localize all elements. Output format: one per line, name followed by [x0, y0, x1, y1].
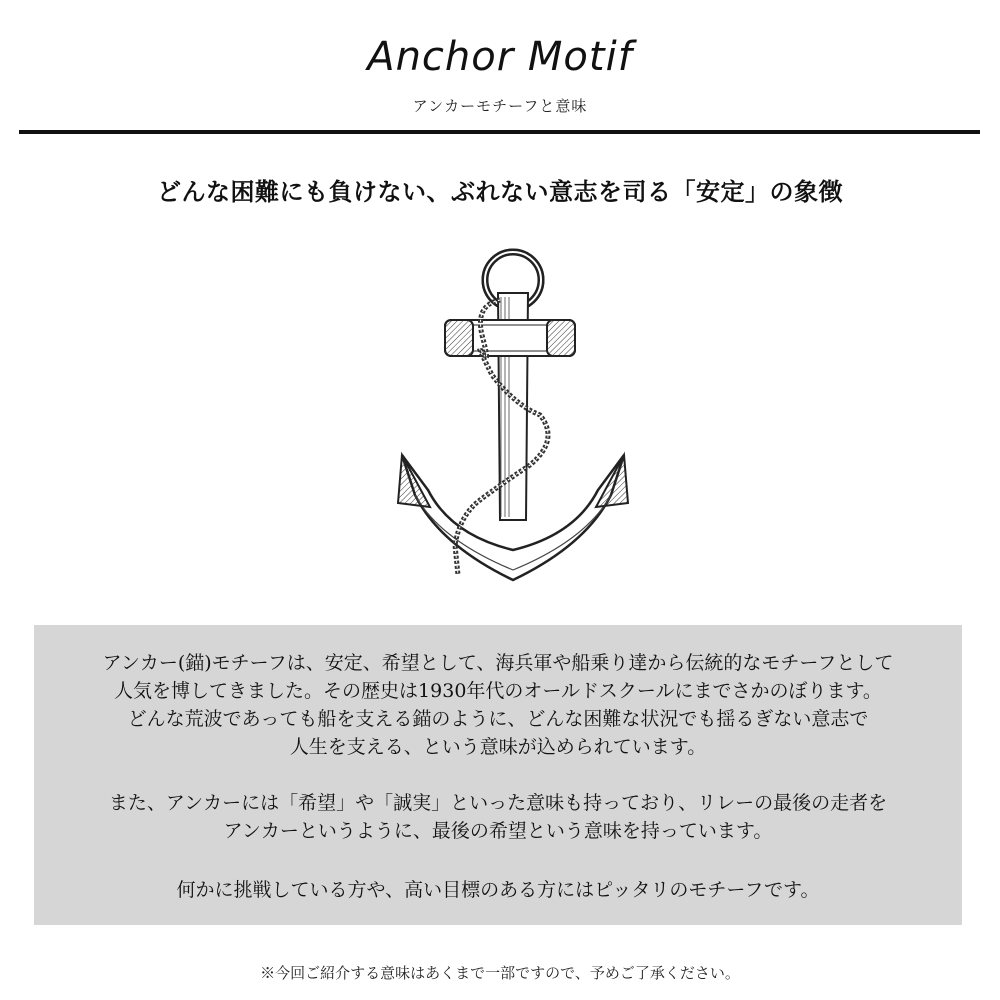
description-line: どんな荒波であっても船を支える錨のように、どんな困難な状況でも揺るぎない意志で [127, 708, 869, 730]
description-line: アンカー(錨)モチーフは、安定、希望として、海兵軍や船乗り達から伝統的なモチーフとして [102, 652, 894, 674]
description-line: 何かに挑戦している方や、高い目標のある方にはピッタリのモチーフです。 [176, 879, 820, 901]
header-divider [19, 130, 980, 134]
headline: どんな困難にも負けない、ぶれない意志を司る「安定」の象徴 [157, 177, 843, 206]
description-paragraph-1 [34, 649, 962, 761]
page-subtitle: アンカーモチーフと意味 [412, 97, 588, 115]
description-line: アンカーというように、最後の希望という意味を持っています。 [223, 820, 773, 842]
description-paragraph-3 [34, 876, 962, 904]
description-box [34, 625, 962, 925]
page-title: Anchor Motif [367, 34, 633, 80]
description-line: 人気を博してきました。その歴史は1930年代のオールドスクールにまでさかのぼります。 [114, 680, 882, 702]
footnote: ※今回ご紹介する意味はあくまで一部ですので、予めご了承ください。 [260, 964, 740, 982]
anchor-icon [380, 245, 640, 595]
description-line: また、アンカーには「希望」や「誠実」といった意味も持っており、リレーの最後の走者を [108, 792, 888, 814]
description-line: 人生を支える、という意味が込められています。 [289, 736, 707, 758]
anchor-illustration [380, 245, 640, 595]
description-paragraph-2 [34, 789, 962, 845]
